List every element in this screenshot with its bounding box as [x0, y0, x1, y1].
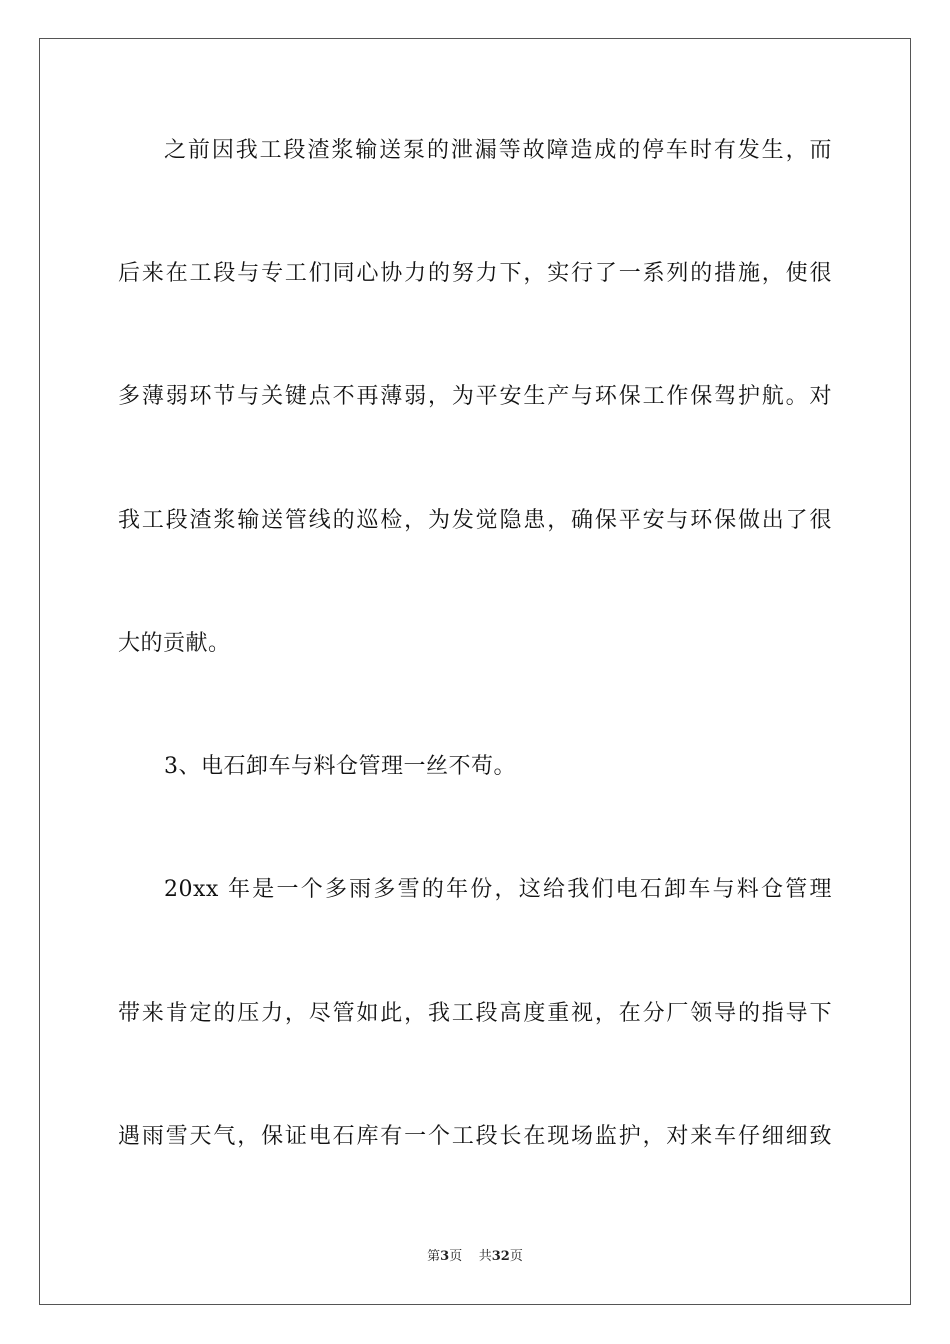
page-footer [0, 1248, 950, 1266]
total-prefix: 共 [478, 1249, 492, 1264]
page-prefix: 第 [427, 1249, 441, 1264]
body-text-line: 大的贡献。 [118, 631, 231, 656]
body-text-line: 之前因我工段渣浆输送泵的泄漏等故障造成的停车时有发生，而 [164, 138, 832, 163]
page-frame [39, 38, 911, 1305]
page-number: 3 [440, 1249, 450, 1264]
body-text-line: 带来肯定的压力，尽管如此，我工段高度重视，在分厂领导的指导下 [118, 1001, 832, 1026]
total-suffix: 页 [509, 1249, 523, 1264]
body-text-line: 遇雨雪天气，保证电石库有一个工段长在现场监护，对来车仔细细致 [118, 1124, 832, 1149]
body-text-line: 20xx 年是一个多雨多雪的年份，这给我们电石卸车与料仓管理 [164, 877, 832, 902]
body-text-line: 后来在工段与专工们同心协力的努力下，实行了一系列的措施，使很 [118, 261, 832, 286]
total-pages: 32 [491, 1249, 510, 1264]
section-heading: 3、电石卸车与料仓管理一丝不苟。 [164, 754, 516, 779]
page-suffix: 页 [449, 1249, 463, 1264]
body-text-line: 多薄弱环节与关键点不再薄弱，为平安生产与环保工作保驾护航。对 [118, 384, 832, 409]
body-text-line: 我工段渣浆输送管线的巡检，为发觉隐患，确保平安与环保做出了很 [118, 508, 832, 533]
